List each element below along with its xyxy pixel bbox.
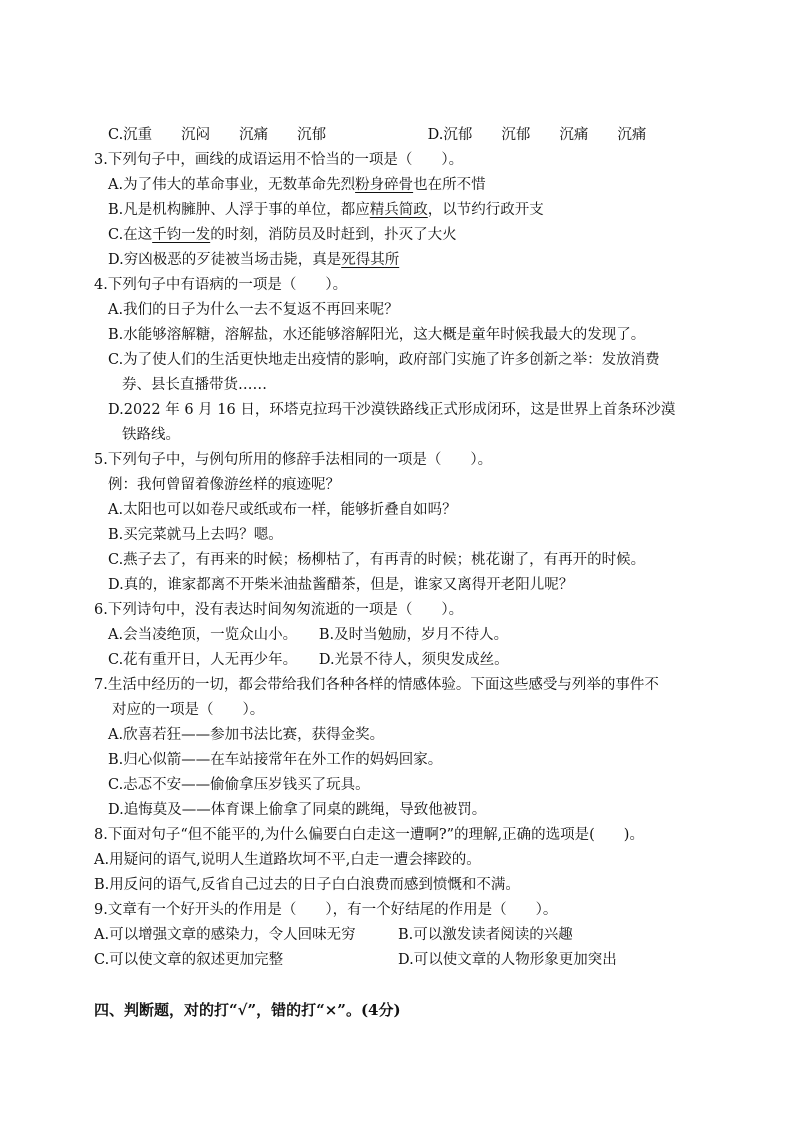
q7-stem: 7.生活中经历的一切，都会带给我们各种各样的情感体验。下面这些感受与列举的事件不 xyxy=(94,677,659,693)
section-4-heading: 四、判断题，对的打“√”，错的打“×”。(4分) xyxy=(94,1001,401,1019)
q5-stem: 5.下列句子中，与例句所用的修辞手法相同的一项是（ ）。 xyxy=(94,452,493,468)
q3b-text-1: B.凡是机构臃肿、人浮于事的单位，都应 xyxy=(108,202,370,218)
q7-option-d: D.追悔莫及——体育课上偷拿了同桌的跳绳，导致他被罚。 xyxy=(108,802,487,818)
q6-stem: 6.下列诗句中，没有表达时间匆匆流逝的一项是（ ）。 xyxy=(94,602,464,618)
q3c-idiom: 千钧一发 xyxy=(152,227,211,243)
q5-example: 例：我何曾留着像游丝样的痕迹呢？ xyxy=(108,477,340,493)
q9-option-d: D.可以使文章的人物形象更加突出 xyxy=(398,952,617,968)
q8-option-a: A.用疑问的语气,说明人生道路坎坷不平,白走一遭会摔跤的。 xyxy=(94,852,481,868)
q3b-text-2: ，以节约行政开支 xyxy=(427,202,544,218)
q7-option-c: C.忐忑不安——偷偷拿压岁钱买了玩具。 xyxy=(108,777,370,793)
q9-option-b: B.可以激发读者阅读的兴趣 xyxy=(398,927,573,943)
q7-option-b: B.归心似箭——在车站接常年在外工作的妈妈回家。 xyxy=(108,752,443,768)
q3d-idiom: 死得其所 xyxy=(341,252,400,268)
q6-options-ab: A.会当凌绝顶，一览众山小。 B.及时当勉励，岁月不待人。 xyxy=(108,627,509,643)
q3a-text-1: A.为了伟大的革命事业，无数革命先烈 xyxy=(108,177,356,193)
q5-option-c: C.燕子去了，有再来的时候；杨柳枯了，有再青的时候；桃花谢了，有再开的时候。 xyxy=(108,552,646,568)
q5-option-b: B.买完菜就马上去吗？嗯。 xyxy=(108,527,283,543)
q2-options-cd: C.沉重 沉闷 沉痛 沉郁 D.沉郁 沉郁 沉痛 沉痛 xyxy=(108,127,647,143)
q4-option-a: A.我们的日子为什么一去不复返不再回来呢？ xyxy=(108,302,399,318)
q9-option-a: A.可以增强文章的感染力，令人回味无穷 xyxy=(94,927,356,943)
q3a-text-2: 也在所不惜 xyxy=(413,177,486,193)
q4-option-c-cont: 券、县长直播带货…… xyxy=(122,377,267,393)
q3-option-d xyxy=(108,250,399,270)
q4-stem: 4.下列句子中有语病的一项是（ ）。 xyxy=(94,277,348,293)
q9-stem: 9.文章有一个好开头的作用是（ ），有一个好结尾的作用是（ ）。 xyxy=(94,902,558,918)
q3a-idiom: 粉身碎骨 xyxy=(355,177,414,193)
q3-option-a xyxy=(108,175,486,195)
q9-option-c: C.可以使文章的叙述更加完整 xyxy=(94,952,284,968)
q5-option-a: A.太阳也可以如卷尺或纸或布一样，能够折叠自如吗？ xyxy=(108,502,457,518)
q4-option-c: C.为了使人们的生活更快地走出疫情的影响，政府部门实施了许多创新之举：发放消费 xyxy=(108,352,660,368)
q4-option-d-cont: 铁路线。 xyxy=(122,427,180,443)
q3-option-c xyxy=(108,225,457,245)
q5-option-d: D.真的，谁家都离不开柴米油盐酱醋茶，但是，谁家又离得开老阳儿呢？ xyxy=(108,577,574,593)
q3-option-b xyxy=(108,200,544,220)
q3d-text-1: D.穷凶极恶的歹徒被当场击毙，真是 xyxy=(108,252,342,268)
q6-options-cd: C.花有重开日，人无再少年。 D.光景不待人，须臾发成丝。 xyxy=(108,652,509,668)
q4-option-d: D.2022 年 6 月 16 日，环塔克拉玛干沙漠铁路线正式形成闭环，这是世界上首条环沙漠 xyxy=(108,402,676,418)
q7-option-a: A.欣喜若狂——参加书法比赛，获得金奖。 xyxy=(108,727,385,743)
q3c-text-1: C.在这 xyxy=(108,227,153,243)
q4-option-b: B.水能够溶解糖，溶解盐，水还能够溶解阳光，这大概是童年时候我最大的发现了。 xyxy=(108,327,646,343)
q8-stem: 8.下面对句子“但不能平的,为什么偏要白白走这一遭啊?”的理解,正确的选项是( )。 xyxy=(94,827,644,843)
q8-option-b: B.用反问的语气,反省自己过去的日子白白浪费而感到愤慨和不满。 xyxy=(94,877,520,893)
q7-stem-cont: 对应的一项是（ ）。 xyxy=(112,702,265,718)
q3b-idiom: 精兵简政 xyxy=(369,202,428,218)
q3-stem: 3.下列句子中，画线的成语运用不恰当的一项是（ ）。 xyxy=(94,152,464,168)
q3c-text-2: 的时刻，消防员及时赶到，扑灭了大火 xyxy=(210,227,457,243)
